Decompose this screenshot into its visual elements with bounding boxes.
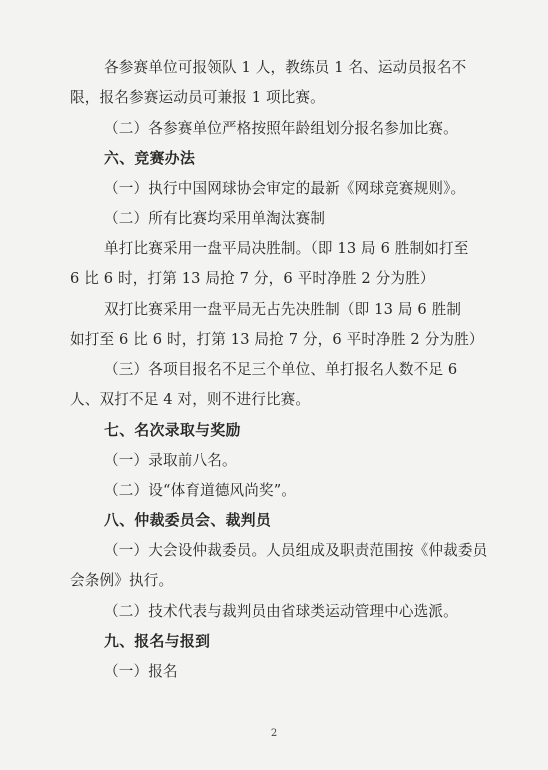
section-heading-registration: 九、报名与报到	[104, 633, 211, 650]
paragraph-line-doubles: 双打比赛采用一盘平局无占先决胜制（即 13 局 6 胜制	[104, 301, 462, 318]
paragraph-line-registration-quota-cont: 限，报名参赛运动员可兼报 1 项比赛。	[70, 89, 325, 106]
paragraph-line-singles-cont: 6 比 6 时，打第 13 局抢 7 分，6 平时净胜 2 分为胜）	[70, 270, 435, 287]
paragraph-line-doubles-cont: 如打至 6 比 6 时，打第 13 局抢 7 分，6 平时净胜 2 分为胜）	[70, 331, 484, 348]
paragraph-line-elimination: （二）所有比赛均采用单淘汰赛制	[104, 210, 326, 227]
paragraph-line-age-group: （二）各参赛单位严格按照年龄组划分报名参加比赛。	[104, 120, 458, 137]
paragraph-line-singles: 单打比赛采用一盘平局决胜制。（即 13 局 6 胜制如打至	[104, 240, 469, 257]
paragraph-line-minimum-entries: （三）各项目报名不足三个单位、单打报名人数不足 6	[104, 361, 458, 378]
paragraph-line-minimum-entries-cont: 人、双打不足 4 对，则不进行比赛。	[70, 391, 311, 408]
paragraph-line-top-eight: （一）录取前八名。	[104, 452, 237, 469]
paragraph-line-rules: （一）执行中国网球协会审定的最新《网球竞赛规则》。	[104, 180, 466, 197]
paragraph-line-arbitration-committee: （一）大会设仲裁委员。人员组成及职责范围按《仲裁委员	[104, 542, 488, 559]
paragraph-line-registration-quota: 各参赛单位可报领队 1 人，教练员 1 名、运动员报名不	[104, 59, 467, 76]
paragraph-line-sportsmanship-award: （二）设“体育道德风尚奖”。	[104, 482, 297, 499]
paragraph-line-technical-delegates: （二）技术代表与裁判员由省球类运动管理中心选派。	[104, 603, 458, 620]
section-heading-ranking-awards: 七、名次录取与奖励	[104, 422, 241, 439]
section-heading-arbitration-referees: 八、仲裁委员会、裁判员	[104, 512, 272, 529]
section-heading-competition-method: 六、竞赛办法	[104, 150, 196, 167]
paragraph-line-arbitration-committee-cont: 会条例》执行。	[70, 572, 174, 589]
paragraph-line-registration: （一）报名	[104, 663, 178, 680]
page-number: 2	[270, 728, 278, 739]
